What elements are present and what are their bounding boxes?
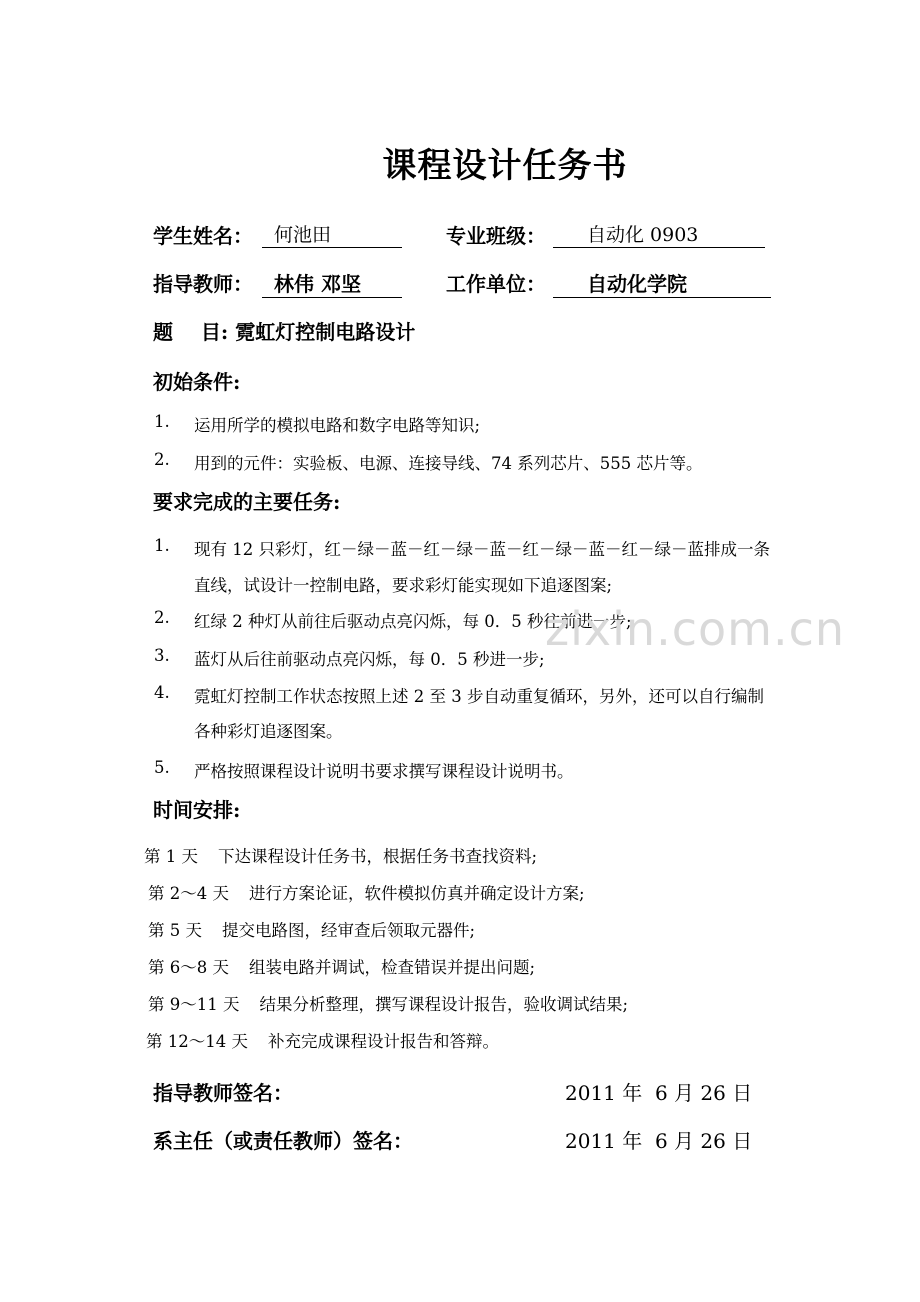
schedule-task: 组装电路并调试，检查错误并提出问题; <box>249 958 536 977</box>
work-unit-value: 自动化学院 <box>553 268 771 298</box>
schedule-task: 进行方案论证，软件模拟仿真并确定设计方案; <box>249 884 585 903</box>
schedule-row <box>148 917 475 941</box>
schedule-row <box>148 954 535 978</box>
schedule-heading: 时间安排: <box>153 798 241 822</box>
list-item: 现有 12 只彩灯，红－绿－蓝－红－绿－蓝－红－绿－蓝－红－绿－蓝排成一条 <box>194 540 770 559</box>
list-item-continuation: 直线，试设计一控制电路，要求彩灯能实现如下追逐图案; <box>194 576 613 595</box>
schedule-day: 第 2～4 天 <box>148 884 229 903</box>
list-number: 1. <box>154 412 170 431</box>
watermark: zixin.com.cn <box>545 602 846 656</box>
list-item: 严格按照课程设计说明书要求撰写课程设计说明书。 <box>194 762 574 781</box>
list-number: 4. <box>154 683 170 702</box>
student-name-value: 何池田 <box>262 220 402 248</box>
advisor-value: 林伟 邓坚 <box>262 268 402 298</box>
student-name-label: 学生姓名： <box>153 224 253 248</box>
list-item-continuation: 各种彩灯追逐图案。 <box>194 722 343 741</box>
advisor-signature-label: 指导教师签名： <box>153 1081 293 1105</box>
schedule-row <box>146 1028 499 1052</box>
schedule-task: 下达课程设计任务书，根据任务书查找资料; <box>218 847 538 866</box>
director-signature-label: 系主任（或责任教师）签名： <box>153 1129 413 1153</box>
schedule-task: 提交电路图，经审查后领取元器件; <box>222 921 476 940</box>
schedule-task: 结果分析整理，撰写课程设计报告，验收调试结果; <box>259 995 629 1014</box>
class-value: 自动化 0903 <box>553 220 765 248</box>
schedule-row <box>144 843 537 867</box>
topic-line: 题 目: 霓虹灯控制电路设计 <box>153 320 416 344</box>
list-number: 5. <box>154 758 170 777</box>
schedule-day: 第 5 天 <box>148 921 202 940</box>
schedule-row <box>148 880 585 904</box>
schedule-day: 第 9～11 天 <box>148 995 240 1014</box>
list-number: 1. <box>154 536 170 555</box>
work-unit-label: 工作单位： <box>446 272 546 296</box>
document-title: 课程设计任务书 <box>382 146 628 186</box>
list-number: 3. <box>154 646 170 665</box>
initial-conditions-heading: 初始条件: <box>153 370 241 394</box>
list-item: 红绿 2 种灯从前往后驱动点亮闪烁，每 0．5 秒往前进一步; <box>194 612 632 631</box>
director-signature-date: 2011 年 6 月 26 日 <box>565 1129 753 1153</box>
schedule-task: 补充完成课程设计报告和答辩。 <box>267 1032 499 1051</box>
list-number: 2. <box>154 608 170 627</box>
advisor-signature-date: 2011 年 6 月 26 日 <box>565 1081 753 1105</box>
list-item: 运用所学的模拟电路和数字电路等知识; <box>194 416 481 435</box>
main-tasks-heading: 要求完成的主要任务: <box>153 490 341 514</box>
schedule-row <box>148 991 628 1015</box>
list-item: 蓝灯从后往前驱动点亮闪烁，每 0．5 秒进一步; <box>194 650 545 669</box>
list-item: 用到的元件：实验板、电源、连接导线、74 系列芯片、555 芯片等。 <box>194 454 703 473</box>
schedule-day: 第 1 天 <box>144 847 198 866</box>
schedule-day: 第 6～8 天 <box>148 958 229 977</box>
class-label: 专业班级： <box>446 224 546 248</box>
list-item: 霓虹灯控制工作状态按照上述 2 至 3 步自动重复循环，另外，还可以自行编制 <box>194 687 764 706</box>
advisor-label: 指导教师： <box>153 272 253 296</box>
schedule-day: 第 12～14 天 <box>146 1032 248 1051</box>
list-number: 2. <box>154 450 170 469</box>
